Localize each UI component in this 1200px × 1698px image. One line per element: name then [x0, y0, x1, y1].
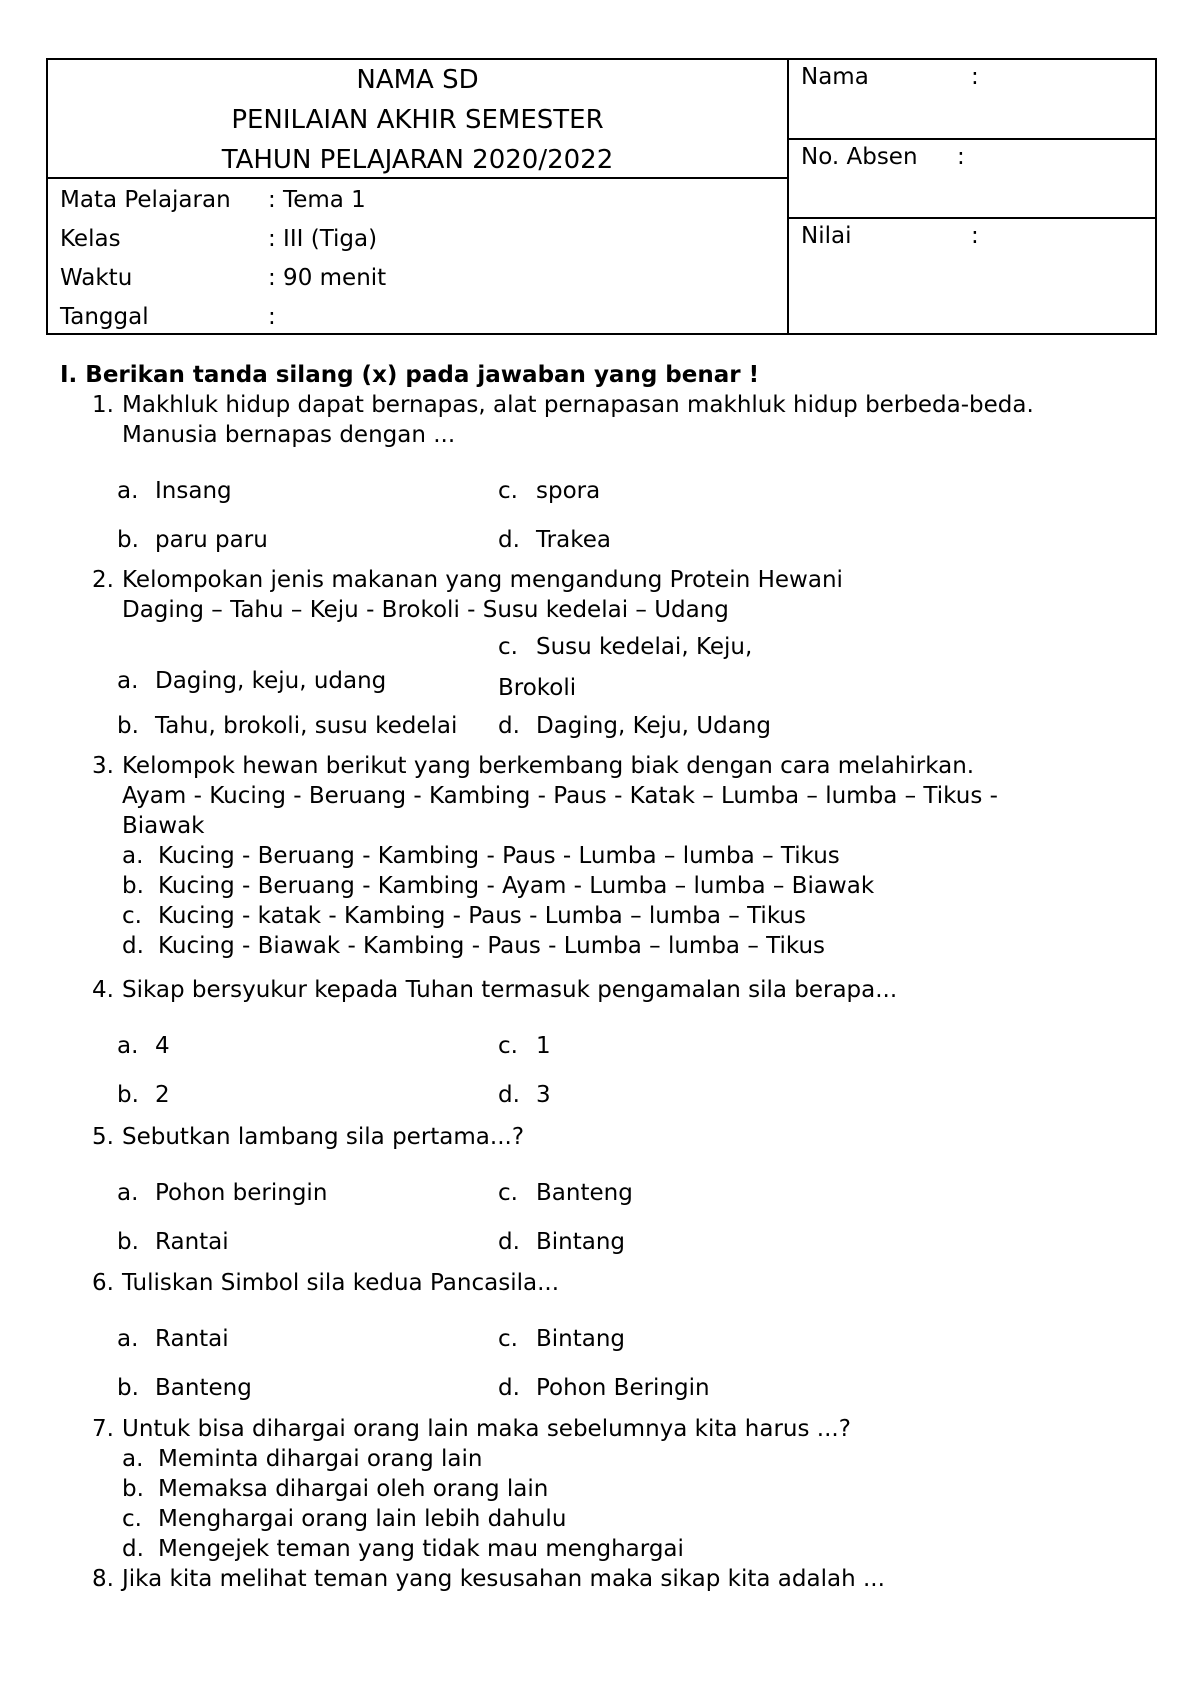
option-letter: a. [117, 478, 139, 504]
option-text: Daging, Keju, Udang [536, 713, 771, 739]
field-colon: : [971, 223, 979, 249]
option-text: Mengejek teman yang tidak mau menghargai [158, 1536, 684, 1562]
option-letter: b. [122, 1476, 144, 1502]
option-letter: b. [117, 713, 139, 739]
question-line: Tuliskan Simbol sila kedua Pancasila... [122, 1270, 559, 1296]
option-text: Trakea [536, 527, 611, 553]
option-text: Banteng [155, 1375, 252, 1401]
question-line: Manusia bernapas dengan ... [122, 422, 456, 448]
option-text: paru paru [155, 527, 268, 553]
option-text: Kucing - Biawak - Kambing - Paus - Lumba – lumba – Tikus [158, 933, 826, 959]
field-colon: : [957, 144, 965, 170]
field-label: Nilai [801, 223, 852, 249]
question-number: 5. [92, 1124, 114, 1150]
info-row-date [60, 298, 787, 337]
option-text: 1 [536, 1033, 551, 1059]
option-c[interactable] [498, 1324, 625, 1354]
option-a[interactable] [117, 476, 232, 506]
option-c[interactable] [498, 476, 600, 506]
header-table [46, 58, 1157, 335]
option-letter: a. [117, 668, 139, 694]
option-d[interactable] [498, 525, 611, 555]
question-number: 4. [92, 977, 114, 1003]
option-c[interactable] [122, 901, 806, 931]
option-letter: d. [122, 1536, 144, 1562]
option-letter: b. [117, 1375, 139, 1401]
question-line: Daging – Tahu – Keju - Brokoli - Susu kedelai – Udang [122, 597, 729, 623]
question-number: 7. [92, 1416, 114, 1442]
option-b[interactable] [122, 871, 874, 901]
info-row-time [60, 259, 787, 298]
exam-name: PENILAIAN AKHIR SEMESTER [231, 105, 604, 135]
option-letter: a. [122, 843, 144, 869]
option-letter: a. [117, 1326, 139, 1352]
question-number: 2. [92, 567, 114, 593]
field-label: Nama [801, 64, 869, 90]
option-c-continued [498, 673, 576, 703]
option-letter: d. [498, 1375, 520, 1401]
option-d[interactable] [498, 1227, 625, 1257]
question-line: Kelompok hewan berikut yang berkembang biak dengan cara melahirkan. [122, 753, 975, 779]
option-letter: c. [122, 1506, 142, 1532]
question-number: 1. [92, 392, 114, 418]
option-text: Kucing - katak - Kambing - Paus - Lumba – lumba – Tikus [158, 903, 806, 929]
question-line: Biawak [122, 813, 205, 839]
option-d[interactable] [498, 1080, 551, 1110]
option-letter: b. [117, 1229, 139, 1255]
field-label: No. Absen [801, 144, 918, 170]
school-year: TAHUN PELAJARAN 2020/2022 [221, 145, 614, 175]
option-a[interactable] [117, 666, 386, 696]
section-title: I. Berikan tanda silang (x) pada jawaban yang benar ! [60, 362, 760, 388]
option-text: Tahu, brokoli, susu kedelai [155, 713, 458, 739]
question-line: Ayam - Kucing - Beruang - Kambing - Paus - Katak – Lumba – lumba – Tikus - [122, 783, 998, 809]
question-text [122, 1122, 1132, 1152]
question-text [122, 390, 1132, 450]
field-colon: : [971, 64, 979, 90]
option-letter: c. [498, 478, 518, 504]
option-letter: a. [122, 1446, 144, 1472]
option-d[interactable] [498, 1373, 710, 1403]
option-text: Rantai [155, 1326, 229, 1352]
option-text: Banteng [536, 1180, 633, 1206]
option-b[interactable] [117, 1373, 252, 1403]
option-text: 2 [155, 1082, 170, 1108]
question-line: Makhluk hidup dapat bernapas, alat pernapasan makhluk hidup berbeda-beda. [122, 392, 1034, 418]
info-label: Tanggal [60, 304, 149, 330]
option-c[interactable] [498, 632, 752, 662]
option-text: Bintang [536, 1326, 626, 1352]
info-value: : III (Tiga) [268, 226, 378, 252]
option-text: Susu kedelai, Keju, [536, 634, 753, 660]
option-b[interactable] [117, 1080, 170, 1110]
option-letter: b. [117, 1082, 139, 1108]
header-right [789, 60, 1155, 333]
option-c[interactable] [498, 1031, 551, 1061]
option-letter: d. [498, 713, 520, 739]
option-text: spora [536, 478, 601, 504]
option-letter: b. [117, 527, 139, 553]
option-a[interactable] [117, 1178, 327, 1208]
info-label: Waktu [60, 265, 133, 291]
option-text: Pohon Beringin [536, 1375, 710, 1401]
option-text: Kucing - Beruang - Kambing - Paus - Lumba – lumba – Tikus [158, 843, 840, 869]
info-row-class [60, 220, 787, 259]
option-letter: a. [117, 1033, 139, 1059]
option-text: Menghargai orang lain lebih dahulu [158, 1506, 567, 1532]
school-name: NAMA SD [356, 65, 479, 95]
score-field[interactable] [789, 219, 1155, 333]
option-text: Brokoli [498, 675, 577, 701]
option-text: Pohon beringin [155, 1180, 328, 1206]
question-text [122, 565, 1132, 625]
option-a[interactable] [117, 1324, 229, 1354]
info-value: : [268, 304, 276, 330]
option-text: Bintang [536, 1229, 626, 1255]
option-letter: d. [122, 933, 144, 959]
question-line: Kelompokan jenis makanan yang mengandung Protein Hewani [122, 567, 843, 593]
option-b[interactable] [117, 711, 457, 741]
question-text [122, 751, 1132, 841]
option-d[interactable] [498, 711, 771, 741]
option-text: Memaksa dihargai oleh orang lain [158, 1476, 549, 1502]
option-a[interactable] [117, 1031, 170, 1061]
info-row-subject [60, 181, 787, 220]
option-b[interactable] [117, 1227, 229, 1257]
option-a[interactable] [122, 841, 840, 871]
option-letter: b. [122, 873, 144, 899]
question-line: Jika kita melihat teman yang kesusahan maka sikap kita adalah ... [122, 1566, 885, 1592]
exam-info [60, 181, 787, 337]
question-line: Sikap bersyukur kepada Tuhan termasuk pengamalan sila berapa... [122, 977, 898, 1003]
option-text: Kucing - Beruang - Kambing - Ayam - Lumba – lumba – Biawak [158, 873, 875, 899]
info-value: : 90 menit [268, 265, 387, 291]
info-value: : Tema 1 [268, 187, 366, 213]
question-line: Untuk bisa dihargai orang lain maka sebelumnya kita harus ...? [122, 1416, 851, 1442]
option-letter: c. [498, 1326, 518, 1352]
info-label: Kelas [60, 226, 121, 252]
question-line: Sebutkan lambang sila pertama...? [122, 1124, 525, 1150]
option-text: Insang [155, 478, 232, 504]
option-text: Rantai [155, 1229, 229, 1255]
option-a[interactable] [122, 1444, 482, 1474]
question-number: 8. [92, 1566, 114, 1592]
title-block [48, 60, 787, 179]
question-text [122, 1414, 1132, 1444]
option-letter: d. [498, 527, 520, 553]
question-number: 6. [92, 1270, 114, 1296]
question-text [122, 1268, 1132, 1298]
option-letter: c. [498, 634, 518, 660]
option-d[interactable] [122, 931, 825, 961]
option-letter: d. [498, 1082, 520, 1108]
option-text: 4 [155, 1033, 170, 1059]
option-letter: d. [498, 1229, 520, 1255]
option-b[interactable] [117, 525, 268, 555]
option-c[interactable] [122, 1504, 566, 1534]
header-left [48, 60, 789, 333]
option-text: Meminta dihargai orang lain [158, 1446, 483, 1472]
option-letter: c. [498, 1033, 518, 1059]
option-d[interactable] [122, 1534, 684, 1564]
question-number: 3. [92, 753, 114, 779]
question-text [122, 975, 1132, 1005]
option-letter: c. [498, 1180, 518, 1206]
option-b[interactable] [122, 1474, 548, 1504]
option-text: Daging, keju, udang [155, 668, 387, 694]
option-letter: a. [117, 1180, 139, 1206]
option-text: 3 [536, 1082, 551, 1108]
absen-field[interactable] [789, 140, 1155, 219]
question-text [122, 1564, 1132, 1594]
option-letter: c. [122, 903, 142, 929]
info-label: Mata Pelajaran [60, 187, 231, 213]
option-c[interactable] [498, 1178, 633, 1208]
name-field[interactable] [789, 60, 1155, 140]
